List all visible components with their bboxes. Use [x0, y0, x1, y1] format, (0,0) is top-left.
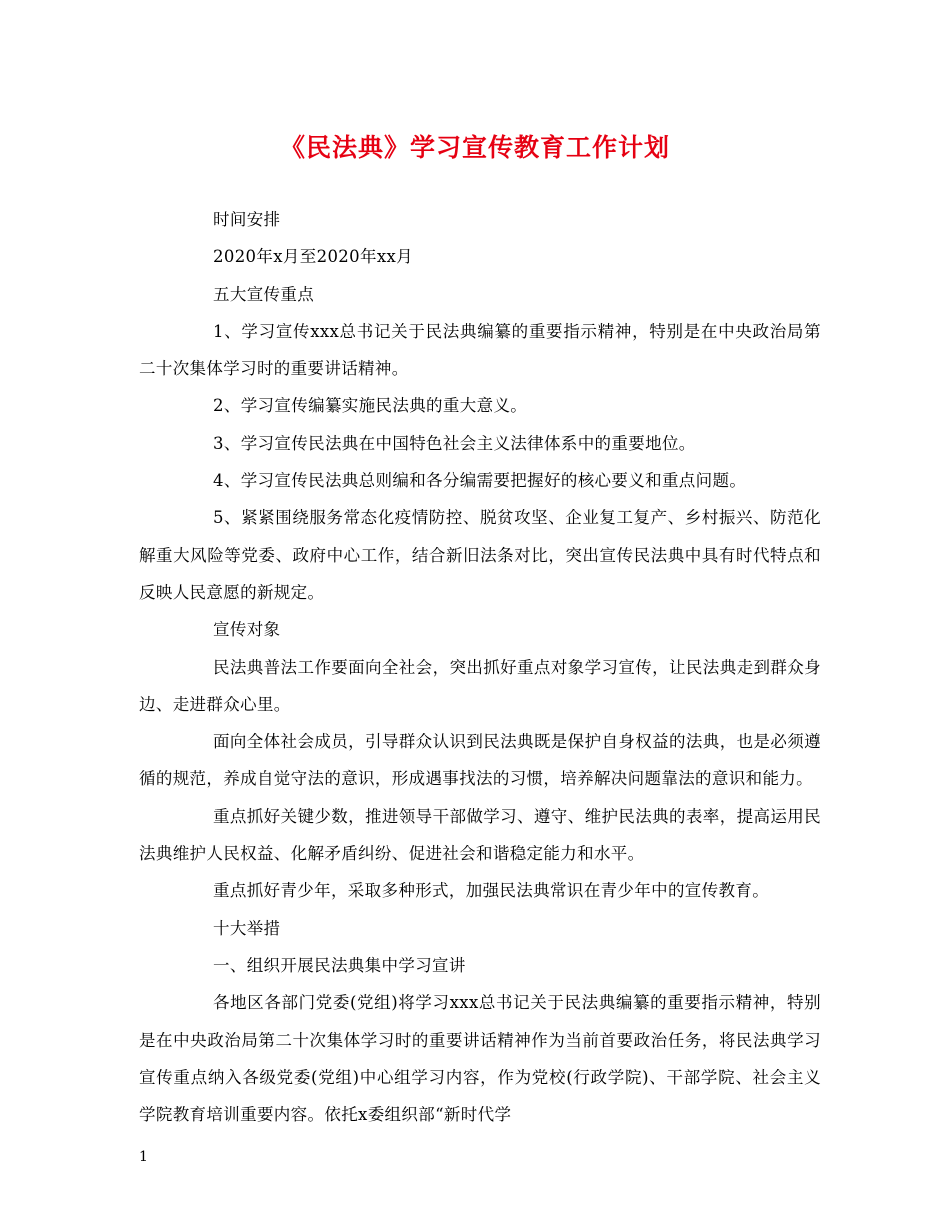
- paragraph: 各地区各部门党委(党组)将学习xxx总书记关于民法典编纂的重要指示精神，特别是在中央政治局第二十次集体学习时的重要讲话精神作为当前首要政治任务，将民法典学习宣传重点纳入各级党委(党组)中心组学习内容，作为党校(行政学院)、干部学院、社会主义学院教育培训重要内容。依托x委组织部“新时代学: [139, 993, 821, 1125]
- paragraph: 一、组织开展民法典集中学习宣讲: [213, 955, 466, 975]
- document-title: 《民法典》学习宣传教育工作计划: [279, 133, 670, 162]
- paragraph: 五大宣传重点: [213, 284, 315, 304]
- paragraph: 十大举措: [213, 918, 281, 938]
- page-number: 1: [139, 1149, 148, 1165]
- document-body: [139, 201, 821, 1133]
- paragraph: 时间安排: [213, 210, 281, 229]
- paragraph: 重点抓好青少年，采取多种形式，加强民法典常识在青少年中的宣传教育。: [213, 881, 770, 901]
- paragraph: 1、学习宣传xxx总书记关于民法典编纂的重要指示精神，特别是在中央政治局第二十次集体学习时的重要讲话精神。: [139, 321, 821, 379]
- paragraph: 宣传对象: [213, 620, 281, 640]
- paragraph: 3、学习宣传民法典在中国特色社会主义法律体系中的重要地位。: [213, 433, 696, 453]
- paragraph: 4、学习宣传民法典总则编和各分编需要把握好的核心要义和重点问题。: [213, 471, 747, 491]
- paragraph: 5、紧紧围绕服务常态化疫情防控、脱贫攻坚、企业复工复产、乡村振兴、防范化解重大风险等党委、政府中心工作，结合新旧法条对比，突出宣传民法典中具有时代特点和反映人民意愿的新规定。: [139, 508, 821, 602]
- paragraph: 重点抓好关键少数，推进领导干部做学习、遵守、维护民法典的表率，提高运用民法典维护人民权益、化解矛盾纠纷、促进社会和谐稳定能力和水平。: [139, 806, 821, 864]
- paragraph: 2020年x月至2020年xx月: [213, 247, 413, 267]
- paragraph: 2、学习宣传编纂实施民法典的重大意义。: [213, 396, 528, 416]
- paragraph: 民法典普法工作要面向全社会，突出抓好重点对象学习宣传，让民法典走到群众身边、走进群众心里。: [139, 657, 821, 714]
- paragraph: 面向全体社会成员，引导群众认识到民法典既是保护自身权益的法典，也是必须遵循的规范，养成自觉守法的意识，形成遇事找法的习惯，培养解决问题靠法的意识和能力。: [139, 732, 821, 789]
